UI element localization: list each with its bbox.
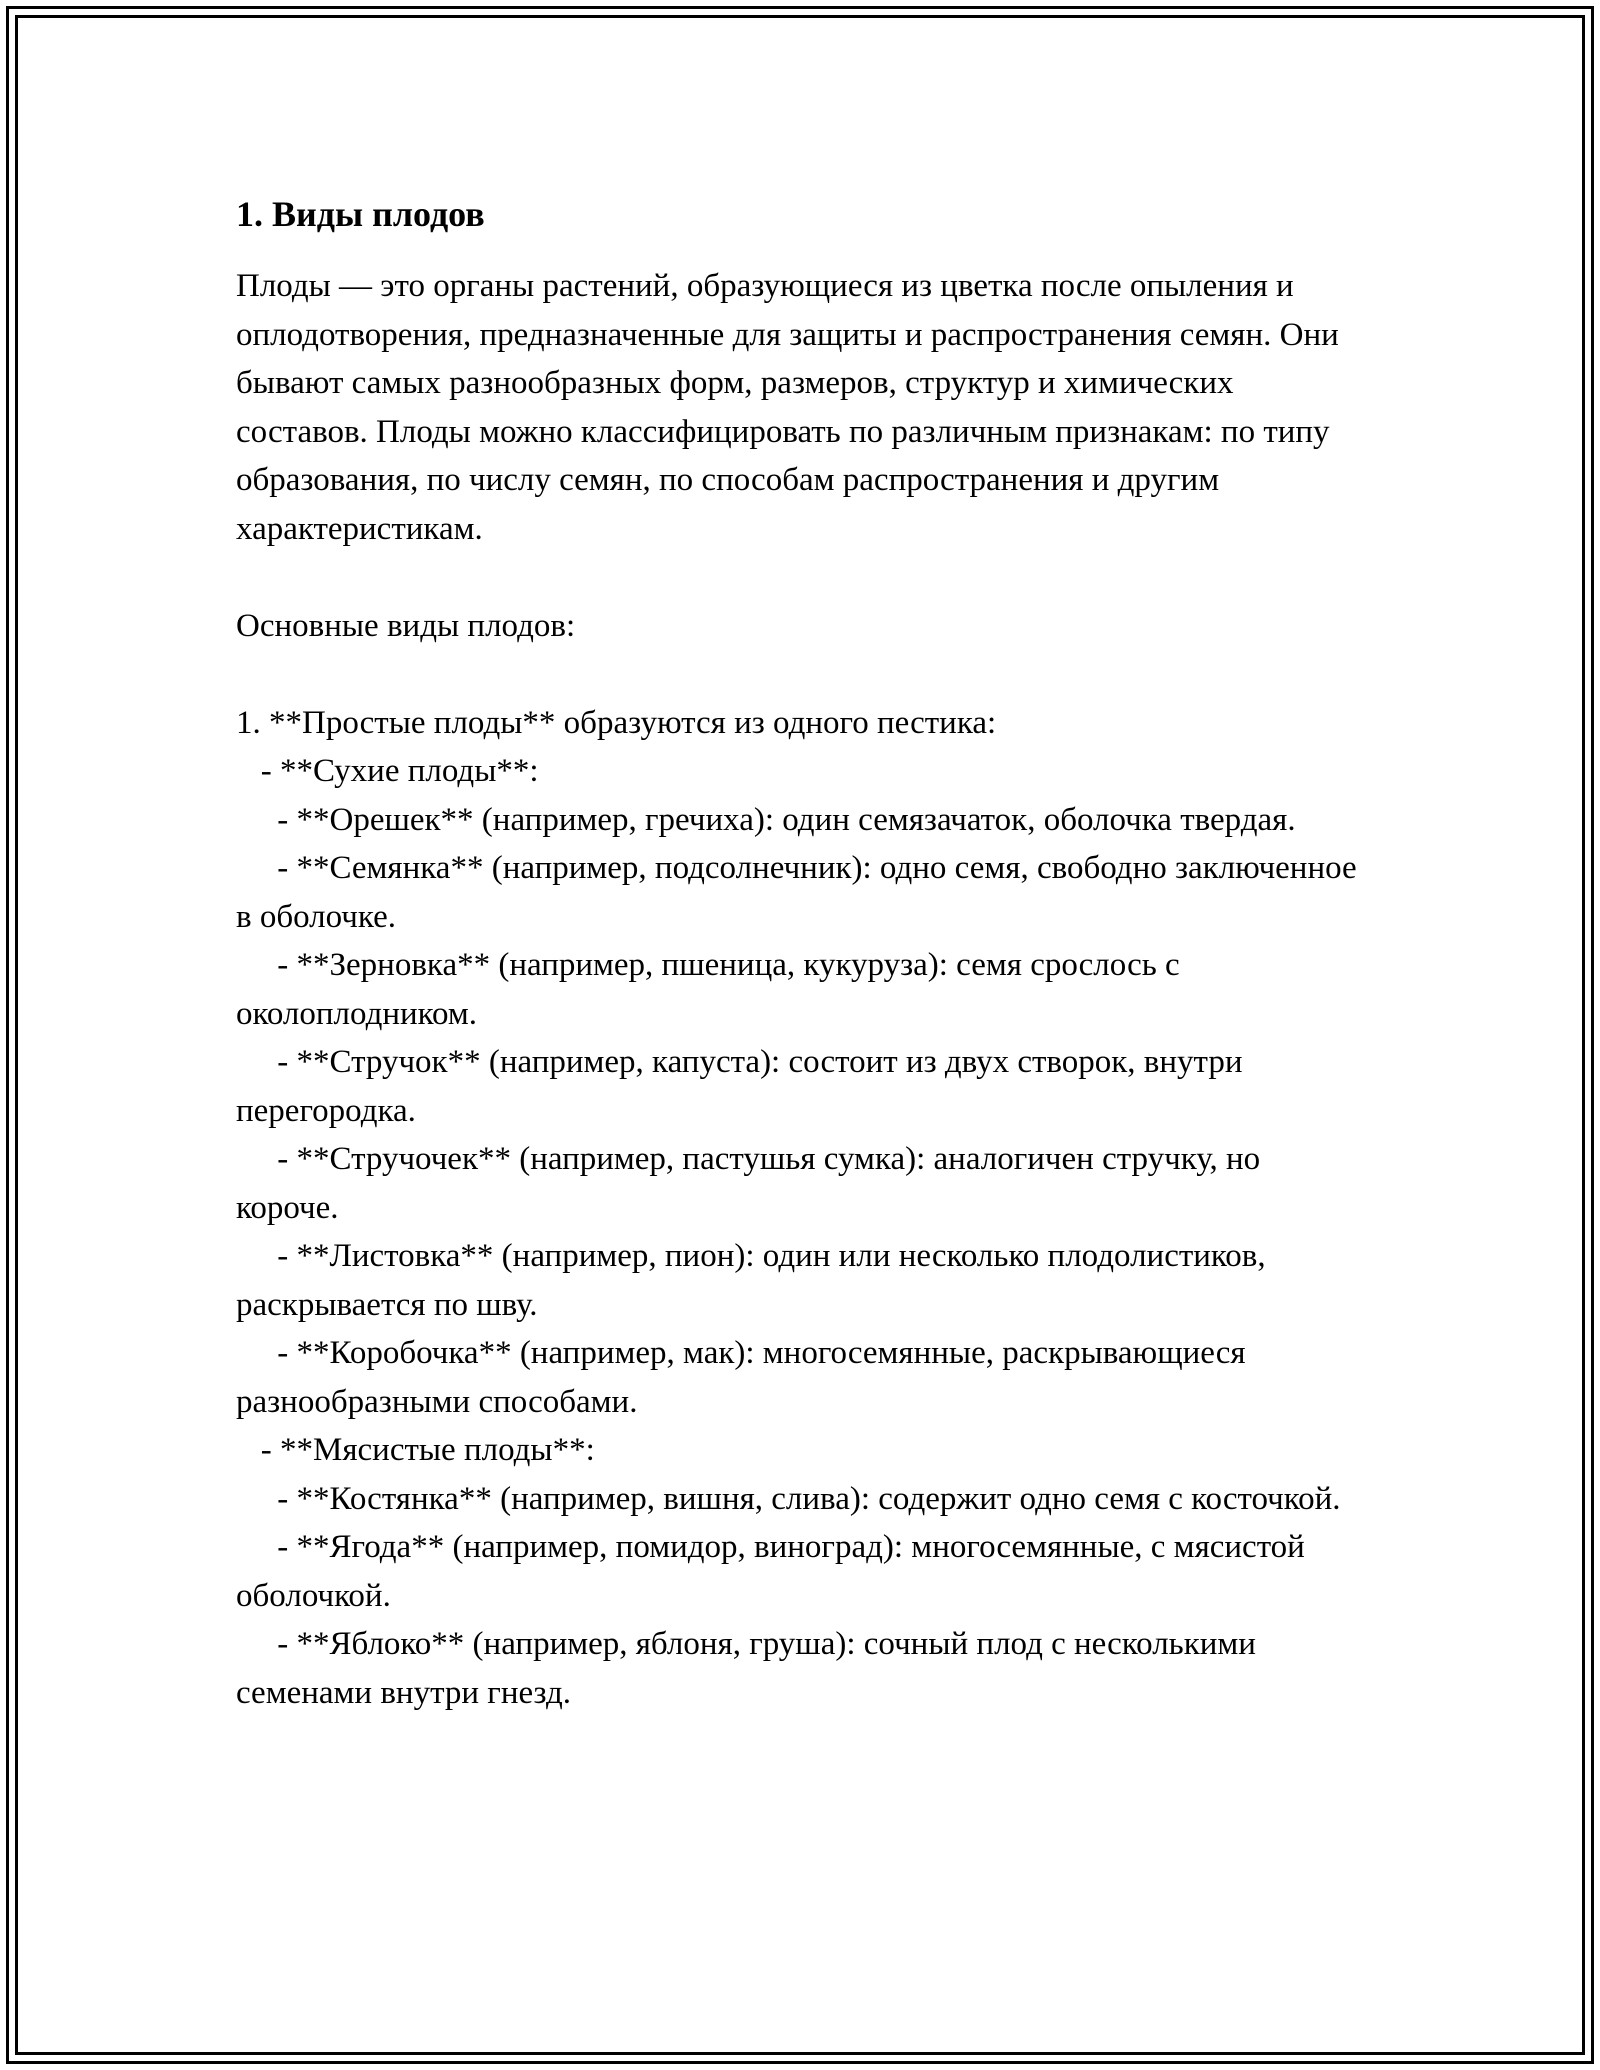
list-item: - **Стручочек** (например, пастушья сумка): аналогичен стручку, но короче.: [236, 1141, 1269, 1226]
document-body: [236, 190, 1366, 1717]
list-item: - **Стручок** (например, капуста): состоит из двух створок, внутри перегородка.: [236, 1044, 1251, 1129]
list-item: - **Костянка** (например, вишня, слива): содержит одно семя с косточкой.: [236, 1480, 1341, 1517]
fruit-types-list: [236, 699, 1366, 1718]
list-item: - **Мясистые плоды**:: [236, 1432, 595, 1468]
list-item: - **Коробочка** (например, мак): многосемянные, раскрывающиеся разнообразными способами.: [236, 1335, 1254, 1420]
list-item: - **Сухие плоды**:: [236, 753, 539, 789]
list-item: - **Семянка** (например, подсолнечник): одно семя, свободно заключенное в оболочке.: [236, 850, 1365, 935]
list-item: - **Листовка** (например, пион): один или несколько плодолистиков, раскрывается по шву.: [236, 1238, 1274, 1323]
intro-paragraph: Плоды — это органы растений, образующиеся из цветка после опыления и оплодотворения, предназначенные для защиты и распространения семян. Они бывают самых разнообразных форм, размеров, структур и химических составов. Плоды можно классифицировать по различным признакам: по типу образования, по числу семян, по способам распространения и другим характеристикам.: [236, 268, 1339, 547]
section-heading: 1. Виды плодов: [236, 194, 485, 234]
list-item: - **Зерновка** (например, пшеница, кукуруза): семя срослось с околоплодником.: [236, 947, 1188, 1032]
list-item: 1. **Простые плоды** образуются из одного пестика:: [236, 704, 997, 741]
list-item: - **Орешек** (например, гречиха): один семязачаток, оболочка твердая.: [236, 801, 1296, 838]
list-item: - **Ягода** (например, помидор, виноград): многосемянные, с мясистой оболочкой.: [236, 1529, 1314, 1614]
list-intro-text: Основные виды плодов:: [236, 607, 576, 644]
list-item: - **Яблоко** (например, яблоня, груша): сочный плод с несколькими семенами внутри гнезд.: [236, 1626, 1265, 1711]
